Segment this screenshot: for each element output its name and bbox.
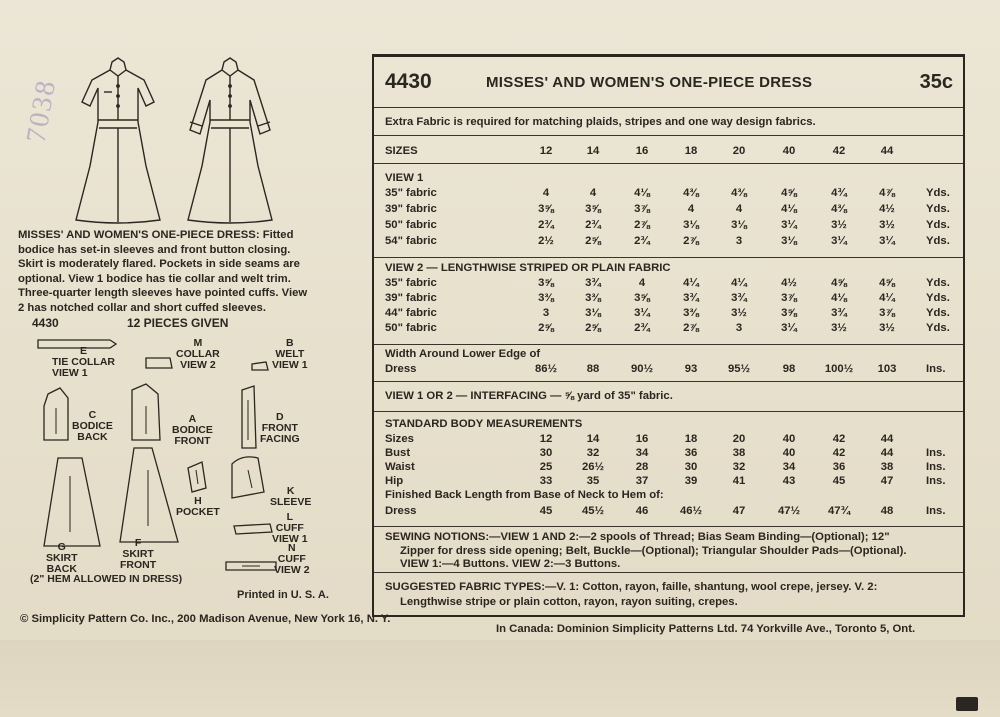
table-cell: 43 xyxy=(782,475,796,487)
unit-label: Yds. xyxy=(926,187,950,199)
row-label: Sizes xyxy=(385,433,414,445)
box-pattern-number: 4430 xyxy=(385,70,432,93)
table-cell: 3¾ xyxy=(585,277,601,289)
piece-label-l: L CUFF VIEW 1 xyxy=(272,511,308,545)
sizes-label: SIZES xyxy=(385,145,418,157)
table-cell: 37 xyxy=(635,475,649,487)
row-label: 54" fabric xyxy=(385,235,437,247)
table-cell: 20 xyxy=(732,145,746,157)
table-cell: 4 xyxy=(589,187,597,199)
dress-view-1-illustration xyxy=(68,56,168,226)
table-cell: 20 xyxy=(732,433,746,445)
table-cell: 2⅝ xyxy=(538,322,554,334)
table-cell: 4¾ xyxy=(831,187,847,199)
table-cell: 2¾ xyxy=(634,235,650,247)
table-cell: 4⅜ xyxy=(831,203,847,215)
interfacing-note: VIEW 1 OR 2 — INTERFACING — ⅝ yard of 35" fabric. xyxy=(385,390,673,402)
table-cell: 3¼ xyxy=(781,219,797,231)
table-cell: 4⅛ xyxy=(781,203,797,215)
table-cell: 3⅛ xyxy=(585,307,601,319)
back-length-label: Finished Back Length from Base of Neck to Hem of: xyxy=(385,489,664,501)
pattern-number: 4430 xyxy=(32,316,59,330)
unit-label: Yds. xyxy=(926,219,950,231)
table-cell: 100½ xyxy=(824,363,854,375)
table-cell: 45 xyxy=(832,475,846,487)
table-cell: 4½ xyxy=(781,277,797,289)
fabric-types-line: Lengthwise stripe or plain cotton, rayon, rayon suiting, crepes. xyxy=(400,596,738,608)
table-cell: 42 xyxy=(832,447,846,459)
unit-label: Ins. xyxy=(926,475,946,487)
table-cell: 47 xyxy=(880,475,894,487)
table-cell: 2⅝ xyxy=(585,322,601,334)
fabric-types-section xyxy=(374,572,963,615)
width-label-1: Width Around Lower Edge of xyxy=(385,348,541,360)
piece-label-a: A BODICE FRONT xyxy=(172,413,213,447)
dress-description xyxy=(18,228,338,316)
table-cell: 40 xyxy=(782,433,796,445)
table-cell: 3¾ xyxy=(831,307,847,319)
handwritten-stamp: 7038 xyxy=(20,76,63,146)
table-cell: 12 xyxy=(539,145,553,157)
piece-label-d: D FRONT FACING xyxy=(260,411,300,445)
table-cell: 46½ xyxy=(680,505,702,517)
table-cell: 47¾ xyxy=(828,505,850,517)
piece-label-k: K SLEEVE xyxy=(270,485,312,508)
table-cell: 3¼ xyxy=(831,235,847,247)
view-2-heading: VIEW 2 — LENGTHWISE STRIPED OR PLAIN FABRIC xyxy=(385,262,671,274)
table-cell: 4⅜ xyxy=(683,187,699,199)
view-2-section xyxy=(374,257,963,345)
notions-line: Zipper for dress side opening; Belt, Buckle—(Optional); Triangular Shoulder Pads—(Optional). xyxy=(400,545,907,557)
table-cell: 4⅝ xyxy=(781,187,797,199)
table-cell: 3⅝ xyxy=(634,292,650,304)
table-cell: 4¼ xyxy=(683,277,699,289)
table-cell: 3½ xyxy=(831,322,847,334)
table-cell: 3 xyxy=(735,235,743,247)
piece-label-m: M COLLAR VIEW 2 xyxy=(176,337,220,371)
fabric-types-line: SUGGESTED FABRIC TYPES:—V. 1: Cotton, rayon, faille, shantung, wool crepe, jersey. V. 2: xyxy=(385,581,878,593)
table-cell: 3⅜ xyxy=(585,292,601,304)
copyright-line: © Simplicity Pattern Co. Inc., 200 Madison Avenue, New York 16, N. Y. xyxy=(20,613,391,625)
table-cell: 4⅛ xyxy=(634,187,650,199)
table-cell: 2¾ xyxy=(585,219,601,231)
notions-line: VIEW 1:—4 Buttons. VIEW 2:—3 Buttons. xyxy=(400,558,621,570)
unit-label: Ins. xyxy=(926,461,946,473)
table-cell: 93 xyxy=(684,363,698,375)
piece-label-e: E TIE COLLAR VIEW 1 xyxy=(52,345,115,379)
table-cell: 2⅞ xyxy=(634,219,650,231)
row-label: 35" fabric xyxy=(385,277,437,289)
unit-label: Yds. xyxy=(926,292,950,304)
table-cell: 18 xyxy=(684,433,698,445)
table-cell: 34 xyxy=(635,447,649,459)
table-cell: 3⅜ xyxy=(683,307,699,319)
unit-label: Yds. xyxy=(926,277,950,289)
corner-mark xyxy=(956,697,978,711)
sizes-row xyxy=(374,135,963,164)
table-cell: 36 xyxy=(832,461,846,473)
table-cell: 3⅛ xyxy=(731,219,747,231)
canada-line: In Canada: Dominion Simplicity Patterns Ltd. 74 Yorkville Ave., Toronto 5, Ont. xyxy=(496,623,916,635)
hem-note: (2" HEM ALLOWED IN DRESS) xyxy=(30,573,183,585)
table-cell: 35 xyxy=(586,475,600,487)
table-cell: 86½ xyxy=(535,363,557,375)
table-cell: 30 xyxy=(539,447,553,459)
table-cell: 103 xyxy=(877,363,897,375)
piece-label-f: F SKIRT FRONT xyxy=(120,537,157,571)
table-cell: 12 xyxy=(539,433,553,445)
piece-label-g: G SKIRT BACK xyxy=(46,541,78,575)
table-cell: 40 xyxy=(782,145,796,157)
description-heading: MISSES' AND WOMEN'S ONE-PIECE DRESS: xyxy=(18,229,260,241)
table-cell: 98 xyxy=(782,363,796,375)
table-cell: 90½ xyxy=(631,363,653,375)
table-cell: 33 xyxy=(539,475,553,487)
row-label: Hip xyxy=(385,475,404,487)
row-label: Dress xyxy=(385,505,417,517)
table-cell: 3⅛ xyxy=(781,235,797,247)
table-cell: 16 xyxy=(635,433,649,445)
table-cell: 4 xyxy=(735,203,743,215)
table-cell: 3½ xyxy=(879,219,895,231)
table-cell: 16 xyxy=(635,145,649,157)
table-cell: 44 xyxy=(880,433,894,445)
table-cell: 3⅝ xyxy=(538,203,554,215)
table-cell: 38 xyxy=(880,461,894,473)
table-cell: 4⅝ xyxy=(831,277,847,289)
table-cell: 3⅜ xyxy=(538,292,554,304)
table-cell: 3½ xyxy=(831,219,847,231)
width-label-2: Dress xyxy=(385,363,417,375)
width-section xyxy=(374,344,963,382)
table-cell: 4 xyxy=(638,277,646,289)
notions-line: SEWING NOTIONS:—VIEW 1 AND 2:—2 spools of Thread; Bias Seam Binding—(Optional); 12" xyxy=(385,531,890,543)
table-cell: 39 xyxy=(684,475,698,487)
table-cell: 3⅞ xyxy=(781,292,797,304)
table-cell: 3¾ xyxy=(683,292,699,304)
unit-label: Yds. xyxy=(926,322,950,334)
table-cell: 3⅝ xyxy=(538,277,554,289)
table-cell: 46 xyxy=(635,505,649,517)
unit-label: Ins. xyxy=(926,363,946,375)
description-line: Three-quarter length sleeves have pointed cuffs. View xyxy=(18,287,308,300)
table-cell: 3¼ xyxy=(879,235,895,247)
description-line: bodice has set-in sleeves and front button closing. xyxy=(18,243,291,256)
table-cell: 40 xyxy=(782,447,796,459)
table-cell: 4⅛ xyxy=(831,292,847,304)
table-cell: 41 xyxy=(732,475,746,487)
table-cell: 32 xyxy=(586,447,600,459)
row-label: 39" fabric xyxy=(385,203,437,215)
table-cell: 3⅝ xyxy=(585,203,601,215)
printed-in-usa: Printed in U. S. A. xyxy=(237,589,329,601)
table-cell: 3 xyxy=(735,322,743,334)
table-cell: 2¾ xyxy=(634,322,650,334)
table-cell: 30 xyxy=(684,461,698,473)
table-cell: 45½ xyxy=(582,505,604,517)
unit-label: Ins. xyxy=(926,505,946,517)
table-cell: 4½ xyxy=(879,203,895,215)
table-cell: 4⅝ xyxy=(879,277,895,289)
table-cell: 47½ xyxy=(778,505,800,517)
table-cell: 4¼ xyxy=(879,292,895,304)
table-cell: 3¼ xyxy=(781,322,797,334)
description-line: 2 has notched collar and short cuffed sleeves. xyxy=(18,301,266,314)
table-cell: 3⅞ xyxy=(634,203,650,215)
table-cell: 25 xyxy=(539,461,553,473)
piece-label-h: H POCKET xyxy=(176,495,220,518)
table-cell: 4 xyxy=(542,187,550,199)
unit-label: Yds. xyxy=(926,307,950,319)
table-cell: 45 xyxy=(539,505,553,517)
table-cell: 14 xyxy=(586,433,600,445)
table-cell: 47 xyxy=(732,505,746,517)
table-cell: 3½ xyxy=(879,322,895,334)
interfacing-row xyxy=(374,381,963,412)
row-label: 39" fabric xyxy=(385,292,437,304)
table-cell: 42 xyxy=(832,145,846,157)
table-cell: 88 xyxy=(586,363,600,375)
unit-label: Yds. xyxy=(926,203,950,215)
table-cell: 2⅞ xyxy=(683,322,699,334)
price: 35c xyxy=(919,71,953,93)
notions-section xyxy=(374,526,963,573)
description-line: Skirt is moderately flared. Pockets in side seams are xyxy=(18,258,300,271)
table-cell: 4⅜ xyxy=(731,187,747,199)
table-cell: 3¾ xyxy=(731,292,747,304)
unit-label: Yds. xyxy=(926,235,950,247)
table-cell: 2⅞ xyxy=(683,235,699,247)
table-cell: 36 xyxy=(684,447,698,459)
table-cell: 18 xyxy=(684,145,698,157)
table-cell: 3 xyxy=(542,307,550,319)
table-cell: 44 xyxy=(880,145,894,157)
dress-view-2-illustration xyxy=(180,56,280,226)
table-cell: 4 xyxy=(687,203,695,215)
table-cell: 3¼ xyxy=(634,307,650,319)
table-cell: 26½ xyxy=(582,461,604,473)
table-cell: 42 xyxy=(832,433,846,445)
row-label: 50" fabric xyxy=(385,322,437,334)
table-cell: 44 xyxy=(880,447,894,459)
envelope-fold xyxy=(0,640,1000,717)
row-label: 44" fabric xyxy=(385,307,437,319)
row-label: Waist xyxy=(385,461,415,473)
row-label: 50" fabric xyxy=(385,219,437,231)
box-title: MISSES' AND WOMEN'S ONE-PIECE DRESS xyxy=(486,74,813,91)
table-cell: 2⅝ xyxy=(585,235,601,247)
description-line: optional. View 1 bodice has tie collar and welt trim. xyxy=(18,272,291,285)
extra-fabric-row xyxy=(374,107,963,136)
piece-label-n: N CUFF VIEW 2 xyxy=(274,542,310,576)
unit-label: Ins. xyxy=(926,447,946,459)
table-cell: 38 xyxy=(732,447,746,459)
yardage-chart-box xyxy=(372,54,965,617)
extra-fabric-note: Extra Fabric is required for matching plaids, stripes and one way design fabrics. xyxy=(385,116,816,128)
piece-label-c: C BODICE BACK xyxy=(72,409,113,443)
view-1-heading: VIEW 1 xyxy=(385,172,424,184)
piece-label-b: B WELT VIEW 1 xyxy=(272,337,308,371)
view-1-section xyxy=(374,163,963,258)
description-first-tail: Fitted xyxy=(262,229,294,241)
body-measurements-section xyxy=(374,411,963,527)
table-cell: 3⅞ xyxy=(879,307,895,319)
table-cell: 3⅝ xyxy=(781,307,797,319)
table-cell: 34 xyxy=(782,461,796,473)
pieces-given: 12 PIECES GIVEN xyxy=(127,316,229,330)
table-cell: 28 xyxy=(635,461,649,473)
table-cell: 32 xyxy=(732,461,746,473)
table-cell: 14 xyxy=(586,145,600,157)
table-cell: 2½ xyxy=(538,235,554,247)
table-cell: 4¼ xyxy=(731,277,747,289)
table-cell: 4⅞ xyxy=(879,187,895,199)
table-cell: 3⅛ xyxy=(683,219,699,231)
table-cell: 2¾ xyxy=(538,219,554,231)
row-label: 35" fabric xyxy=(385,187,437,199)
table-cell: 48 xyxy=(880,505,894,517)
row-label: Bust xyxy=(385,447,411,459)
table-cell: 95½ xyxy=(728,363,750,375)
table-cell: 3½ xyxy=(731,307,747,319)
body-heading: STANDARD BODY MEASUREMENTS xyxy=(385,418,583,430)
box-header xyxy=(374,57,963,108)
